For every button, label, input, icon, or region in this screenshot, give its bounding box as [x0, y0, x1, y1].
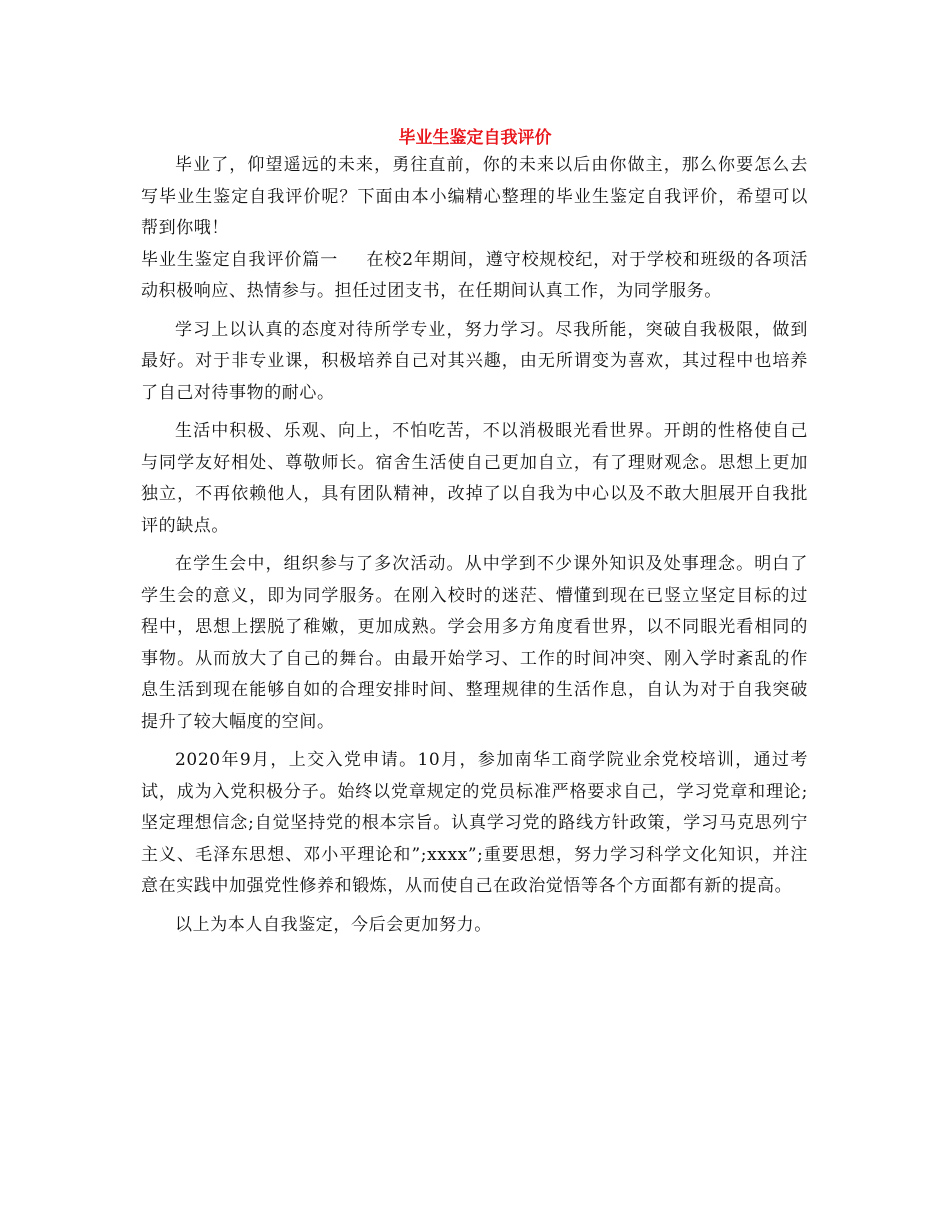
section-first-text: 在校2年期间，遵守校规校纪，对于学校和班级的各项活动积极响应、热情参与。担任过团支书，在任期间认真工作，为同学服务。 [141, 249, 808, 301]
intro-paragraph: 毕业了，仰望遥远的未来，勇往直前，你的未来以后由你做主，那么你要怎么去写毕业生鉴定自我评价呢？下面由本小编精心整理的毕业生鉴定自我评价，希望可以帮到你哦！ [141, 155, 808, 238]
body-paragraph-study: 学习上以认真的态度对待所学专业，努力学习。尽我所能，突破自我极限，做到最好。对于非专业课，积极培养自己对其兴趣，由无所谓变为喜欢，其过程中也培养了自己对待事物的耐心。 [141, 319, 808, 403]
body-paragraph-closing: 以上为本人自我鉴定，今后会更加努力。 [175, 914, 492, 935]
body-paragraph-party: 2020年9月，上交入党申请。10月，参加南华工商学院业余党校培训，通过考试，成为入党积极分子。始终以党章规定的党员标准严格要求自己，学习党章和理论;坚定理想信念;自觉坚持党的根本宗旨。认真学习党的路线方针政策，学习马克思列宁主义、毛泽东思想、邓小平理论和”;xxxx”;重要思想，努力学习科学文化知识，并注意在实践中加强党性修养和锻炼，从而使自己在政治觉悟等各个方面都有新的提高。 [141, 750, 808, 896]
body-paragraph-student-union: 在学生会中，组织参与了多次活动。从中学到不少课外知识及处事理念。明白了学生会的意义，即为同学服务。在刚入校时的迷茫、懵懂到现在已竖立坚定目标的过程中，思想上摆脱了稚嫩，更加成熟。学会用多方角度看世界，以不同眼光看相同的事物。从而放大了自己的舞台。由最开始学习、工作的时间冲突、刚入学时紊乱的作息生活到现在能够自如的合理安排时间、整理规律的生活作息，自认为对于自我突破提升了较大幅度的空间。 [141, 554, 808, 732]
section-paragraph [141, 245, 808, 308]
document-title: 毕业生鉴定自我评价 [398, 128, 552, 148]
document-body [141, 150, 808, 941]
body-paragraph-life: 生活中积极、乐观、向上，不怕吃苦，不以消极眼光看世界。开朗的性格使自己与同学友好相处、尊敬师长。宿舍生活使自己更加自立，有了理财观念。思想上更加独立，不再依赖他人，具有团队精神，改掉了以自我为中心以及不敢大胆展开自我批评的缺点。 [141, 421, 808, 536]
section-label: 毕业生鉴定自我评价篇一 [141, 249, 339, 270]
